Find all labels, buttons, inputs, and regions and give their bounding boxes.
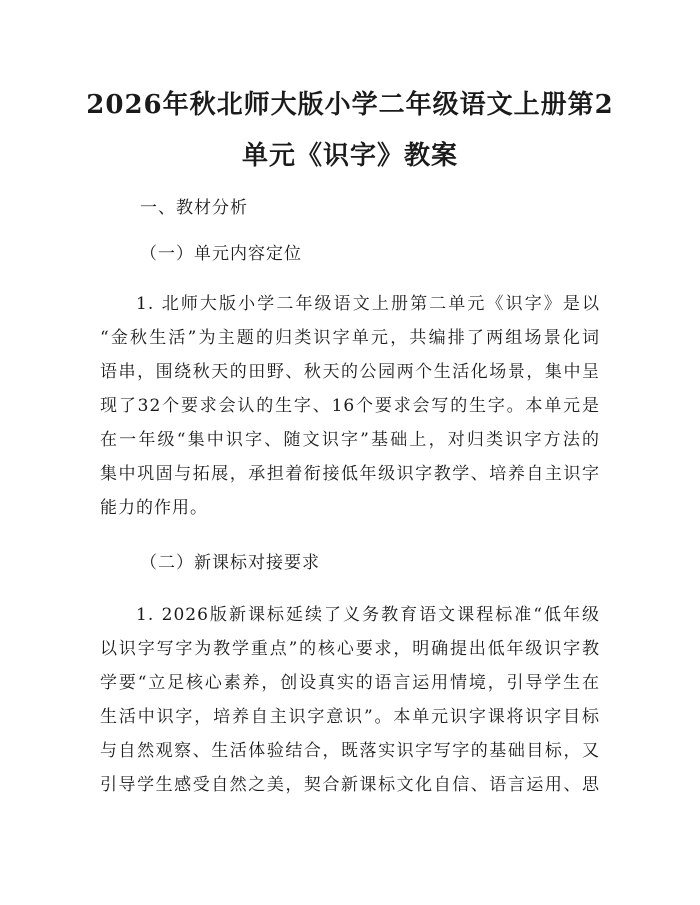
paragraph-line: 1. 北师大版小学二年级语文上册第二单元《识字》是以 bbox=[136, 294, 600, 314]
paragraph-line: 与自然观察、生活体验结合，既落实识字写字的基础目标，又 bbox=[100, 741, 600, 761]
paragraph-line: 以识字写字为教学重点”的核心要求，明确提出低年级识字教 bbox=[100, 639, 600, 659]
paragraph-line: “金秋生活”为主题的归类识字单元，共编排了两组场景化词 bbox=[100, 328, 600, 348]
paragraph-line: 学要“立足核心素养，创设真实的语言运用情境，引导学生在 bbox=[100, 673, 600, 693]
paragraph-line: 引导学生感受自然之美，契合新课标文化自信、语言运用、思 bbox=[100, 775, 600, 795]
paragraph-curriculum-standards bbox=[100, 598, 600, 802]
section-heading-textbook-analysis: 一、教材分析 bbox=[140, 198, 248, 218]
paragraph-line: 在一年级“集中识字、随文识字”基础上，对归类识字方法的 bbox=[100, 430, 600, 450]
paragraph-line: 1. 2026版新课标延续了义务教育语文课程标准“低年级 bbox=[136, 605, 600, 625]
paragraph-line: 能力的作用。 bbox=[100, 498, 208, 518]
paragraph-line: 集中巩固与拓展，承担着衔接低年级识字教学、培养自主识字 bbox=[100, 464, 600, 484]
paragraph-unit-positioning bbox=[100, 287, 600, 525]
subsection-heading-unit-positioning: （一）单元内容定位 bbox=[140, 244, 302, 264]
document-title-line-2: 单元《识字》教案 bbox=[241, 141, 458, 171]
paragraph-line: 生活中识字，培养自主识字意识”。本单元识字课将识字目标 bbox=[100, 707, 600, 727]
paragraph-line: 语串，围绕秋天的田野、秋天的公园两个生活化场景，集中呈 bbox=[100, 362, 600, 382]
document-title-line-1: 2026年秋北师大版小学二年级语文上册第2 bbox=[86, 90, 614, 120]
subsection-heading-curriculum-standards: （二）新课标对接要求 bbox=[140, 553, 320, 573]
paragraph-line: 现了32个要求会认的生字、16个要求会写的生字。本单元是 bbox=[100, 396, 600, 416]
